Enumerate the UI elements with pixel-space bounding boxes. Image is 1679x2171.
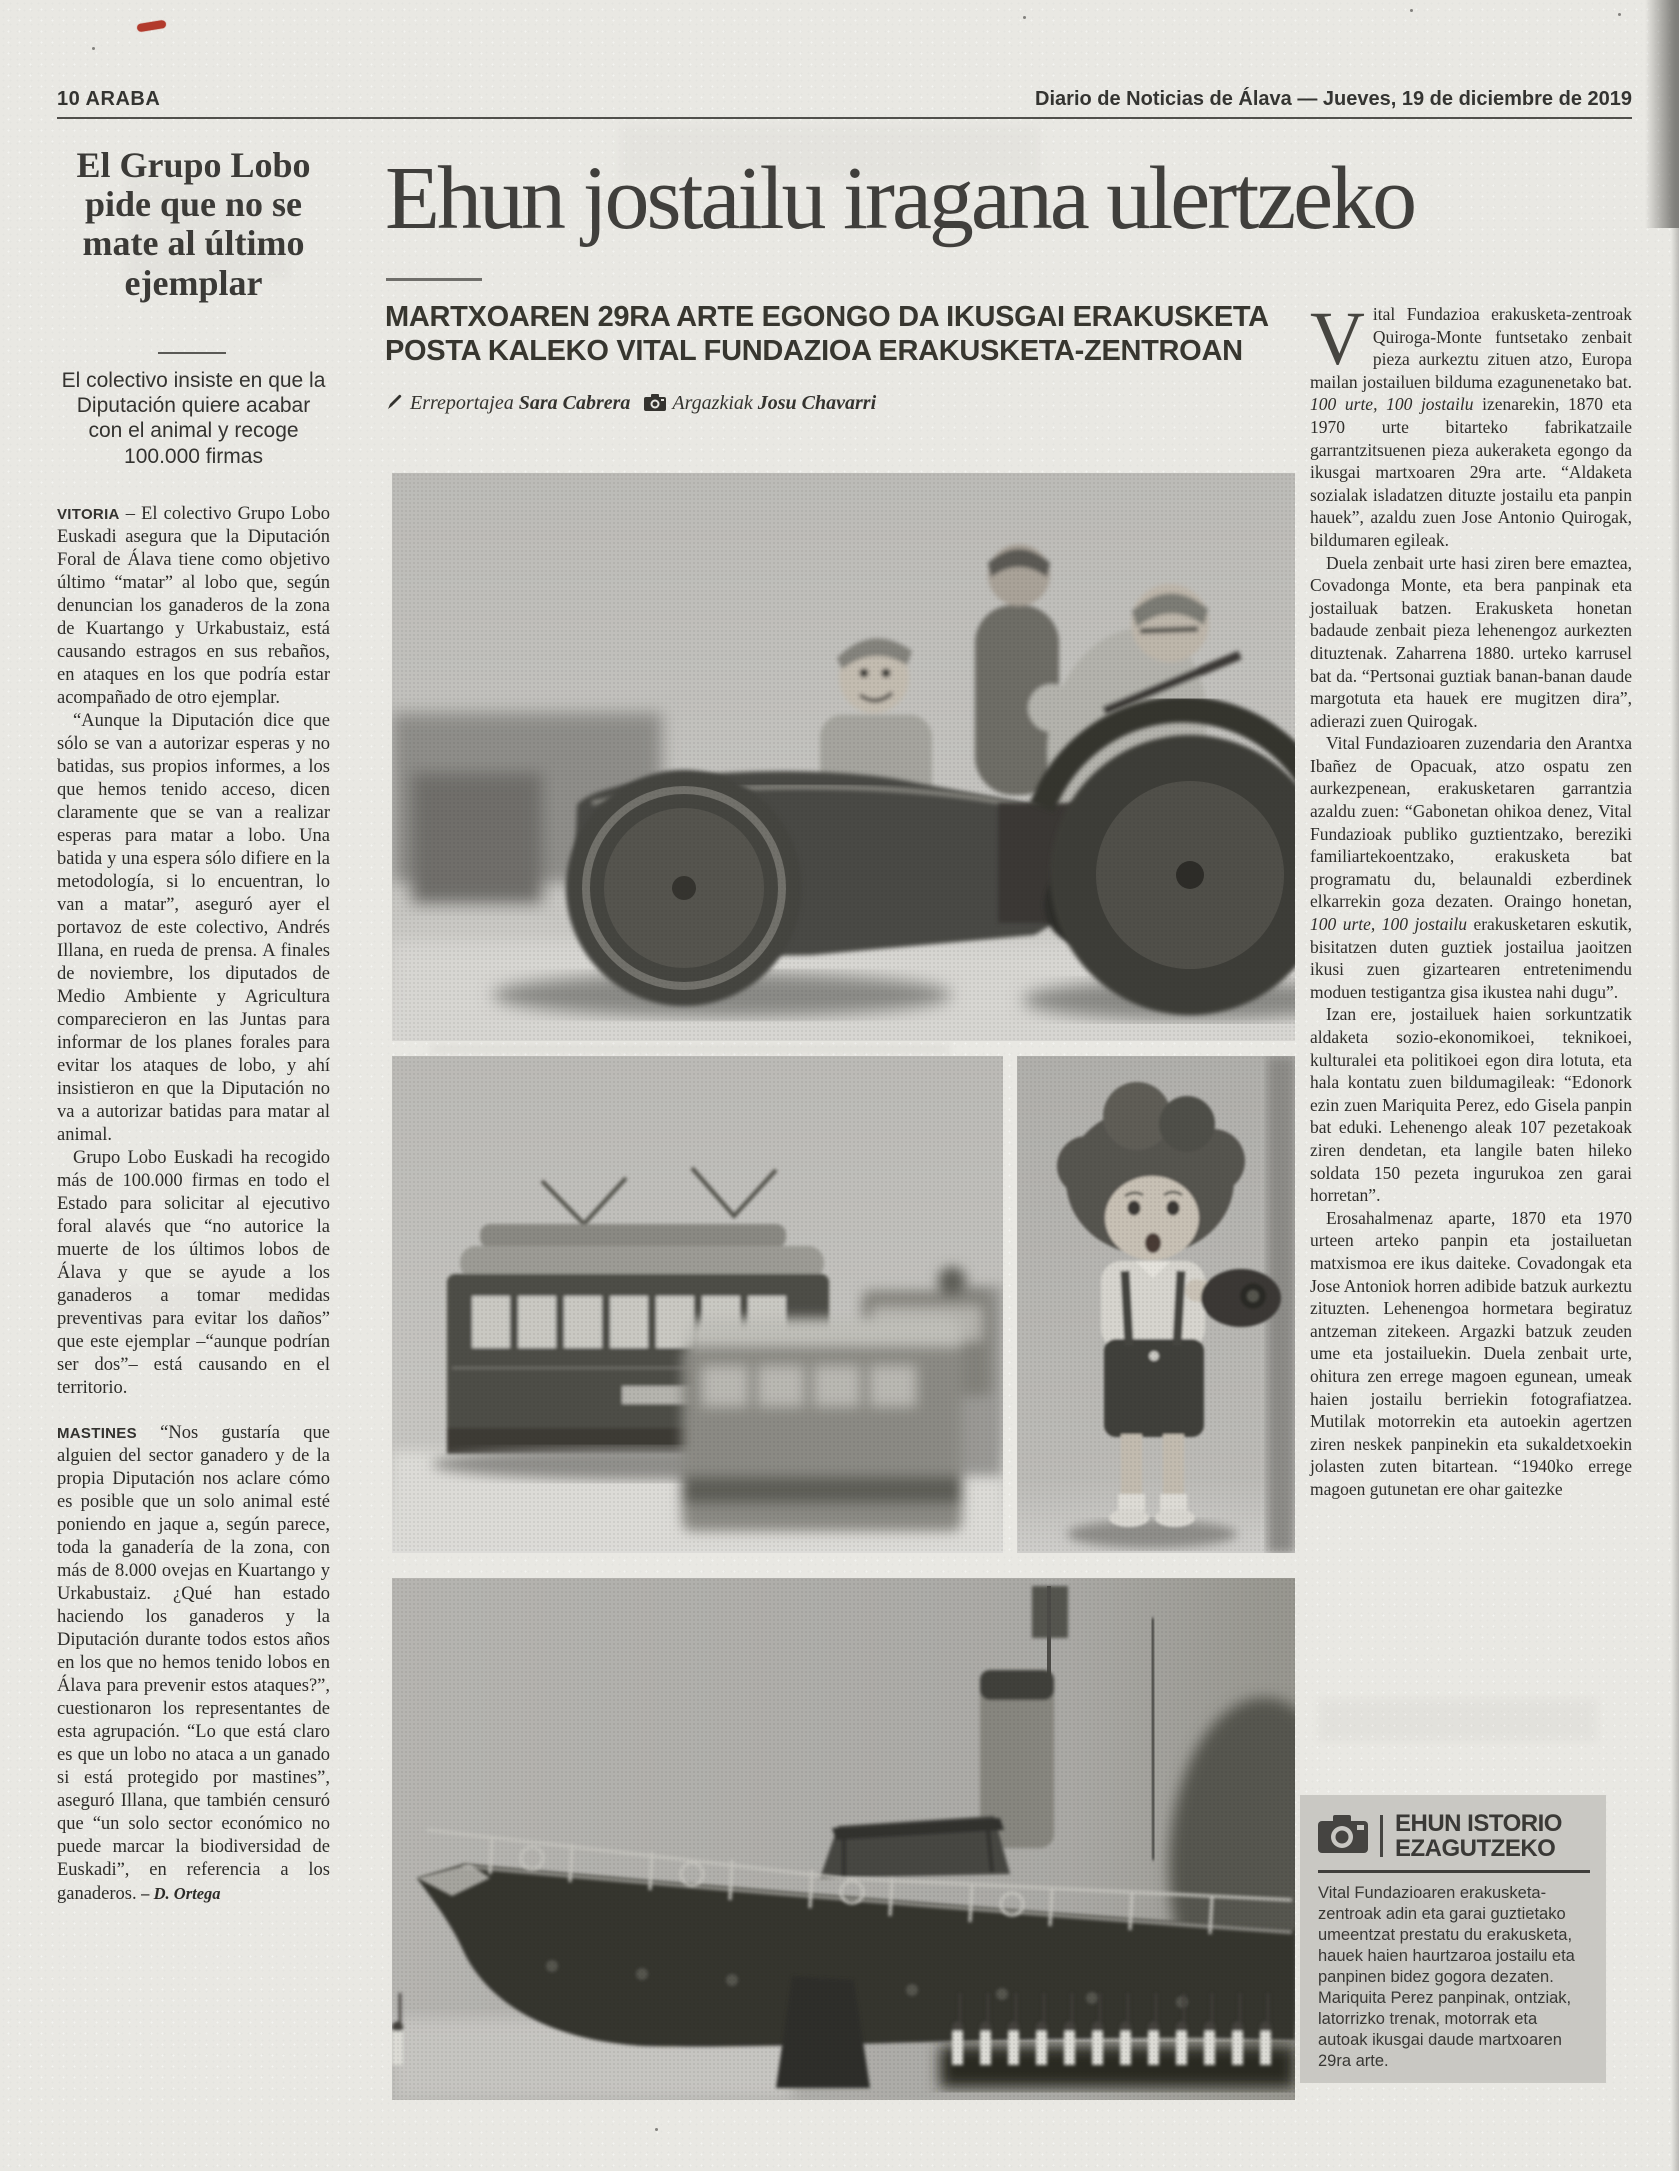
header-rule: [57, 117, 1632, 119]
masthead-dateline: Diario de Noticias de Álava — Jueves, 19 de diciembre de 2019: [1035, 88, 1632, 110]
paragraph-text: ital Fundazioa erakusketa-zentroak Quiroga-Monte funtsetako zenbait pieza aurkeztu zituen atzo, Europa mailan jostailuen bilduma ezagunenetako bat.: [1310, 304, 1632, 392]
info-box-title-line: EZAGUTZEKO: [1395, 1835, 1556, 1863]
red-pen-mark: [137, 20, 167, 32]
drop-cap: V: [1310, 297, 1365, 381]
paragraph-text: izenarekin, 1870 eta 1970 urte bitarteko fabrikatzaile garrantzitsuenen pieza aukeraketa egongo da ikusgai martxoaren 29ra arte. “Aldaketa sozialak isladatzen dituzte jostailu eta panpin hauek”, azaldu zuen Jose Antonio Quirogak, bildumaren egileak.: [1310, 394, 1632, 550]
paragraph: “Aunque la Diputación dice que sólo se van a autorizar esperas y no batidas, sus propios informes, a los que hemos tenido acceso, dicen claramente que se van a realizar esperas para matar a lobo. Una batida y una espera sólo difiere en la metodología, si lo encuentran, lo van a matar”, aseguró ayer el portavoz de este colectivo, Andrés Illana, en rueda de prensa. A finales de noviembre, los diputados de Medio Ambiente y Agricultura comparecieron en las Juntas para informar de los planes forales para evitar los ataques de lobo, y ahí insistieron en que la Diputación no va a autorizar batidas para matar al animal.: [57, 711, 330, 1145]
exhibition-title: 100 urte, 100 jostailu: [1310, 394, 1474, 415]
photo-toy-trams: [392, 1056, 1003, 1553]
photo-motorcycle-sidecar: [392, 473, 1295, 1041]
info-box-header: [1318, 1811, 1590, 1862]
kicker-line: MARTXOAREN 29RA ARTE EGONGO DA IKUSGAI ERAKUSKETA: [385, 301, 1269, 333]
paper-speck: [92, 47, 95, 50]
page-edge-tint: [1671, 0, 1679, 2171]
paragraph: [1310, 732, 1632, 1003]
showthrough-ghost: [430, 1044, 950, 1054]
info-box-rule: [1318, 1870, 1590, 1873]
paragraph: Izan ere, jostailuek haien sorkuntzatik aldaketa sozio-ekonomikoei, teknikoei, kulturalei eta politikoei egon dira lotuta, eta hala kontatu zuen bildumagileak: “Edonork ezin zuen Mariquita Perez, edo Gisela panpin bat eduki. Lehenengo aleak 107 pezetakoak ziren dendetan, eta langile baten hileko soldata 150 pezeta ingurukoa zen garai horretan”.: [1310, 1004, 1632, 1206]
photographer-name: Josu Chavarri: [757, 392, 877, 414]
section-label: 10 ARABA: [57, 88, 161, 110]
main-kicker: [385, 300, 1285, 368]
photo-doll-illustration: [1017, 1056, 1295, 1553]
headline-divider: [158, 352, 226, 354]
headline-underline: [386, 278, 482, 281]
photo-toy-ship-illustration: [392, 1578, 1295, 2100]
main-headline: Ehun jostailu iragana ulertzeko: [385, 149, 1415, 248]
photo-doll: [1017, 1056, 1295, 1553]
header-divider: [1380, 1815, 1383, 1857]
paragraph: Erosahalmenaz aparte, 1870 eta 1970 urteen arteko panpin eta jostailuetan matxismoa ere ikus daiteke. Covadongak eta Jose Antoniok horren adibide batzuk aurkeztu zituzten. Lehenengoa hormetara begiratuz antzeman zitekeen. Argazki batzuk zeuden ume eta jostailuekin. Duela zenbait urte, ohitura zen errege magoen egunean, umeak haien jostailu berriekin fotografiatzea. Mutilak motorrekin eta autoekin agertzen ziren neskek panpinekin eta sukaldetxoekin jolasten zuten bitartean. “1940ko errege magoen gutunetan ere ohar gaitezke: [1310, 1207, 1632, 1499]
paper-speck: [1410, 9, 1413, 12]
paper-speck: [655, 2128, 658, 2131]
photographer-label: Argazkiak: [672, 392, 753, 414]
paragraph: [57, 503, 330, 710]
main-article-body: [1310, 297, 1633, 1500]
dateline: VITORIA: [57, 506, 120, 523]
paragraph: Duela zenbait urte hasi ziren bere emaztea, Covadonga Monte, eta bera panpinak eta jostailuak batzen. Erakusketa honetan badaude zenbait pieza lehenengoz aurkezten dituztenak. Zaharrena 1880. urteko karrusel bat da. “Pertsonai guztiak banan-banan daude margotuta eta hauek ere mugitzen dira”, adierazi zuen Quirogak.: [1310, 552, 1632, 731]
reporter-name: Sara Cabrera: [518, 392, 631, 414]
reporter-label: Erreportajea: [410, 392, 514, 414]
photo-toy-ship: [392, 1578, 1295, 2100]
left-article-body: [57, 503, 330, 1906]
paragraph-text: – El colectivo Grupo Lobo Euskadi asegura que la Diputación Foral de Álava tiene como objetivo último “matar” al lobo que, según denuncian los ganaderos de la zona de Kuartango y Urkabustaiz, está causando estragos en sus rebaños, en ataques en los que podría estar acompañado de otro ejemplar.: [57, 504, 330, 708]
paragraph: [57, 1422, 330, 1906]
exhibition-title: 100 urte, 100 jostailu: [1310, 914, 1467, 935]
showthrough-ghost: [1318, 1698, 1598, 1742]
left-article-headline: El Grupo Lobo pide que no se mate al último ejemplar: [76, 145, 311, 303]
paper-speck: [1618, 13, 1621, 16]
camera-icon: [1318, 1815, 1368, 1858]
paragraph-text: “Nos gustaría que alguien del sector ganadero y de la propia Diputación nos aclare cómo es posible que un solo animal esté poniendo en jaque a, según parece, toda la ganadería de la zona, con más de 8.000 ovejas en Kuartango y Urkabustaiz. ¿Qué han estado haciendo los ganaderos y la Diputación durante todos estos años en los que no hemos tenido lobos en Álava para prevenir estos ataques?”, cuestionaron los representantes de esta agrupación. “Lo que está claro es que un lobo no ataca a un ganado si está protegido por mastines”, aseguró Illana, que también censuró que “un solo sector económico no puede marcar la biodiversidad de Euskadi”, en referencia a los ganaderos.: [57, 1423, 330, 1904]
kicker-line: POSTA KALEKO VITAL FUNDAZIOA ERAKUSKETA-ZENTROAN: [385, 335, 1243, 368]
subhead-label: MASTINES: [57, 1425, 137, 1442]
author-signature: – D. Ortega: [141, 1884, 221, 1903]
paragraph: [1310, 297, 1632, 552]
info-box-body: Vital Fundazioaren erakusketa-zentroak adin eta garai guztietako umeentzat prestatu du erakusketa, hauek haien haurtzaroa jostailu eta panpinen bidez gogora dezaten. Mariquita Perez panpinak, ontziak, latorrizko trenak, motorrak eta autoak ikusgai daude martxoaren 29ra arte.: [1318, 1883, 1575, 2070]
paragraph-text: Vital Fundazioaren zuzendaria den Arantxa Ibañez de Opacuak, atzo ospatu zen aurkezpenean, erakusketaren garrantzia azaldu zuen: “Gabonetan ohikoa denez, Vital Fundazioak publiko guztientzako, bereziki familiartekoentzako, erakusketa bat programatu du, belaunaldi ezberdinek elkarrekin goza dezaten. Oraingo honetan,: [1310, 733, 1632, 912]
info-box-title-line: EHUN ISTORIO: [1395, 1810, 1562, 1837]
pencil-icon: [386, 393, 404, 417]
camera-icon: [644, 394, 666, 417]
info-box-title: [1395, 1811, 1562, 1862]
left-article-standfirst: El colectivo insiste en que la Diputación quiere acabar con el animal y recoge 100.000 firmas: [61, 369, 326, 468]
byline: [386, 392, 1286, 417]
paragraph-text: erakusketaren eskutik, bisitatzen duten guztiek jostailua jaoitzen ikusi zuen gizartearen entretenimendu moduen testigantza gisa ikustea nahi dugu”.: [1310, 914, 1633, 1002]
photo-motorcycle-sidecar-illustration: [392, 473, 1295, 1041]
paper-speck: [1023, 16, 1026, 19]
info-box: [1300, 1795, 1606, 2083]
photo-toy-trams-illustration: [392, 1056, 1003, 1553]
paragraph: Grupo Lobo Euskadi ha recogido más de 100.000 firmas en todo el Estado para solicitar al ejecutivo foral alavés que “no autorice la muerte de los últimos lobos de Álava y que se ayude a los ganaderos a tomar medidas preventivas para evitar los daños” que este ejemplar –“aunque podrían ser dos”– está causando en el territorio.: [57, 1148, 330, 1398]
